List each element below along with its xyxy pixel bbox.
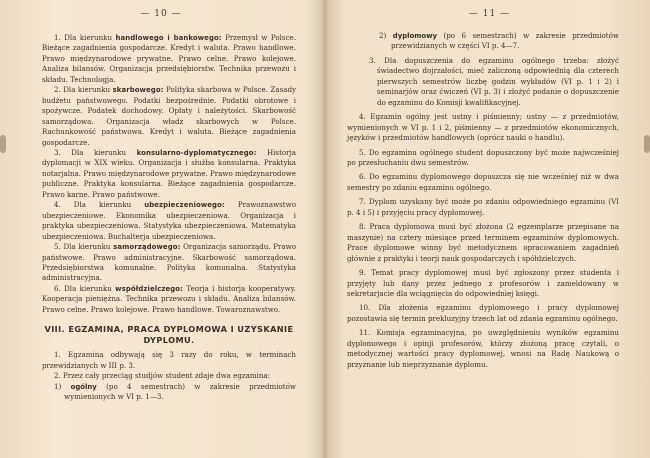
paragraph: 10. Dla złożenia egzaminu dyplomowego i pracy dyplomowej pozostawia się termin prekluzyjny trzech lat od zdania egzaminu ogólnego. bbox=[347, 303, 619, 323]
page-number: — 11 — bbox=[468, 9, 511, 19]
item-text: (po 4 semestrach) w zakresie przedmiotów wymienionych w VI p. 1—3. bbox=[64, 381, 296, 402]
item-term: dyplomowy bbox=[392, 32, 437, 40]
paragraph-number: 4. Dla kierunku bbox=[54, 200, 132, 210]
page-number: — 10 — bbox=[140, 9, 182, 19]
paragraph: 9. Temat pracy dyplomowej musi być zgłoszony przez studenta i przyjęty lub dany przez jednego z profesorów i zameldowany w sekretarjacie dla wciągnięcia do odpowiedniej księgi. bbox=[347, 268, 619, 298]
paragraph-text: Teorja i historja kooperatywy. Kooperacja pieniężna. Technika przewozu i składu. Analiza bilansów. Prawo celne. Prawo kolejowe. Prawo handlowe. Towaroznawstwo. bbox=[42, 283, 296, 314]
paragraph-number: 3. Dla kierunku bbox=[54, 147, 127, 157]
paragraph: 3. Dla dopuszczenia do egzaminu ogólnego trzeba: złożyć świadectwo dojrzałości, mieć zaliczoną odpowiednią dla czterech pierwszych semestrów liczbę godzin wykładów (VI p. 1 i 2) i seminarjów oraz ćwiczeń (VI p. 3) i złożyć podanie o dopuszczenie do egzaminu do Komisji kwalifikacyjnej. bbox=[369, 55, 619, 107]
paragraph-number: 6. Dla kierunku bbox=[54, 283, 112, 293]
paragraph: 7. Dyplom uzyskany być może po zdaniu odpowiedniego egzaminu (VI p. 4 i 5) i przyjęciu pracy dyplomowej. bbox=[347, 197, 619, 217]
paragraph bbox=[42, 85, 296, 148]
left-text-column bbox=[42, 33, 296, 403]
exam-item-general bbox=[42, 382, 296, 403]
right-page bbox=[329, 0, 650, 458]
left-page bbox=[0, 0, 322, 458]
exam-item-diploma bbox=[347, 31, 619, 52]
paragraph bbox=[42, 242, 296, 284]
item-number: 1) bbox=[54, 381, 62, 391]
paragraph-text: Prawoznawstwo ubezpieczeniowe. Ekonomika ubezpieczeniowa. Organizacja i praktyka ubezpieczeniowa. Statystyka ubezpieczeniowa. Matematyka ubezpieczeniowa. Buchalterja ubezpieczeniowa. bbox=[42, 200, 296, 241]
section-heading: VIII. EGZAMINA, PRACA DYPLOMOWA I UZYSKANIE DYPLOMU. bbox=[44, 324, 294, 346]
paragraph bbox=[42, 200, 296, 242]
paragraph-topic: współdzielczego: bbox=[115, 284, 183, 293]
paragraph-text: Przemysł w Polsce. Bieżące zagadnienia gospodarcze. Kredyt i waluta. Prawo handlowe. Prawo międzynarodowe prywatne. Prawo celne. Prawo kolejowe. Analiza bilansów. Organizacja przedsiębiorstw. Technika przewozu i składu. Technologja. bbox=[42, 33, 296, 84]
item-number: 2) bbox=[379, 31, 387, 40]
paragraph-text: Polityka skarbowa w Polsce. Zasady budżetu państwowego. Podatki bezpośrednie. Podatki obrotowe i spożywcze. Podatek dochodowy. Opłaty i należytości. Skarbowość samorządowa. Organizacja władz skarbowych w Polsce. Rachunkowość państwowa. Kredyt i waluta. Bieżące zagadnienia gospodarcze. bbox=[42, 85, 297, 147]
paragraph-text: Organizacja samorządu. Prawo państwowe. Prawo administracyjne. Skarbowość samorządowa. Przedsiębiorstwa komunalne. Polityka komunalna. Statystyka administracyjna. bbox=[42, 242, 296, 283]
paragraph bbox=[42, 148, 296, 200]
item-text: (po 6 semestrach) w zakresie przedmiotów przewidzianych w części VI p. 4—7. bbox=[391, 31, 619, 51]
paragraph-number: 1. Dla kierunku bbox=[54, 33, 113, 42]
paragraph: 4. Egzamin ogólny jest ustny i piśmienny; ustny — z przedmiotów, wymienionych w VI p. 1 i 2, piśmienny — z przedmiotów ekonomicznych, języków i przedmiotów handlowych (oprócz nauki o handlu). bbox=[347, 112, 619, 143]
book-gutter bbox=[321, 0, 329, 458]
paragraph-topic: konsularno-dyplomatycznego: bbox=[136, 148, 257, 157]
paragraph: 6. Do egzaminu dyplomowego dopuszcza się nie wcześniej niż w dwa semestry po zdaniu egzaminu ogólnego. bbox=[347, 172, 619, 192]
right-text-column bbox=[347, 31, 619, 372]
item-term: ogólny bbox=[70, 382, 97, 391]
binding-hole-mark bbox=[644, 135, 650, 153]
paragraph-topic: handlowego i bankowego: bbox=[115, 34, 222, 42]
binding-hole-mark bbox=[0, 135, 6, 153]
paragraph: 1. Egzamina odbywają się 3 razy do roku, w terminach przewidzianych w III p. 3. bbox=[42, 350, 296, 370]
paragraph: 2. Przez cały przeciąg studjów student zdaje dwa egzamina: bbox=[54, 371, 271, 381]
paragraph bbox=[42, 284, 296, 315]
paragraph-topic: skarbowego: bbox=[112, 86, 164, 95]
paragraph bbox=[42, 33, 296, 85]
paragraph-topic: samorządowego: bbox=[113, 243, 181, 252]
paragraph-number: 5. Dla kierunku bbox=[54, 242, 111, 252]
paragraph-number: 2. Dla kierunku bbox=[54, 85, 111, 95]
paragraph-topic: ubezpieczeniowego: bbox=[144, 201, 225, 210]
paragraph: 8. Praca dyplomowa musi być złożona (2 egzemplarze przepisane na maszynie) na cztery miesiące przed terminem egzaminów dyplomowych. Prace dyplomowe winny być metodycznem opracowaniem zagadnień głównie z praktyki i teorji nauk gospodarczych i spółdzielczych. bbox=[347, 222, 619, 263]
paragraph-text: Historja dyplomacji w XIX wieku. Organizacja i służba konsularna. Praktyka notarjalna. Prawo międzynarodowe prywatne. Prawo międzynarodowe publiczne. Praktyka konsularna. Bieżące zagadnienia gospodarcze. Prawo karne. Prawo państwowe. bbox=[42, 147, 297, 199]
paragraph: 5. Do egzaminu ogólnego student dopuszczony być może najwcześniej po przesłuchaniu dwu semestrów. bbox=[347, 147, 619, 167]
paragraph: 11. Komisja egzaminacyjna, po uwzględnieniu wyników egzaminu dyplomowego i opinji profesorów, którzy złożoną pracę czytali, o metodycznej wartości pracy dyplomowej, wnosi na Radę Naukową o przyznanie lub nieprzyznanie dyplomu. bbox=[347, 328, 619, 369]
